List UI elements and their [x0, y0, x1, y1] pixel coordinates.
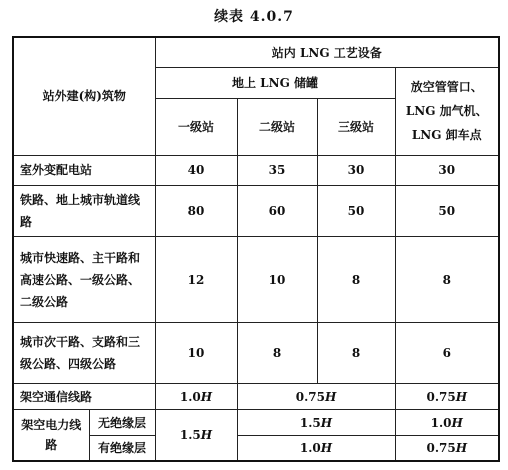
cell-number: 0.75 [426, 440, 456, 455]
subgroup-header: 地上 LNG 储罐 [155, 68, 395, 99]
cell-value: 50 [395, 186, 499, 237]
row-label: 架空电力线路 [13, 410, 89, 461]
table-row [13, 410, 499, 435]
cell-number: 1.5 [299, 415, 321, 430]
cell-value [155, 410, 237, 461]
row-header-title: 站外建(构)筑物 [13, 37, 155, 155]
sub-row-label: 有绝缘层 [89, 435, 155, 461]
cell-value: 8 [237, 322, 317, 383]
sub-row-label: 无绝缘层 [89, 410, 155, 435]
cell-value [237, 410, 395, 435]
cell-value: 8 [395, 237, 499, 323]
cell-number: 1.0 [430, 415, 452, 430]
col2-header: 二级站 [237, 98, 317, 155]
table-row [13, 186, 499, 237]
cell-value [237, 435, 395, 461]
table-row [13, 237, 499, 323]
cell-value: 80 [155, 186, 237, 237]
unit-symbol: H [451, 415, 463, 430]
group-header: 站内 LNG 工艺设备 [155, 37, 499, 68]
cell-number: 1.0 [299, 440, 321, 455]
col1-header: 一级站 [155, 98, 237, 155]
cell-value [395, 383, 499, 410]
cell-value: 40 [155, 155, 237, 186]
cell-number: 1.0 [179, 389, 201, 404]
cell-value: 10 [237, 237, 317, 323]
cell-value [155, 383, 237, 410]
table-caption: 续表 4.0.7 [214, 9, 294, 25]
row-label: 铁路、地上城市轨道线路 [13, 186, 155, 237]
cell-value [395, 435, 499, 461]
cell-value: 60 [237, 186, 317, 237]
cell-value: 6 [395, 322, 499, 383]
unit-symbol: H [320, 415, 333, 430]
cell-value: 35 [237, 155, 317, 186]
table-row [13, 322, 499, 383]
cell-value: 30 [317, 155, 395, 186]
distance-table [12, 36, 500, 462]
cell-number: 0.75 [426, 389, 456, 404]
row-label: 室外变配电站 [13, 155, 155, 186]
table-row [13, 155, 499, 186]
row-label: 城市次干路、支路和三级公路、四级公路 [13, 322, 155, 383]
cell-number: 0.75 [295, 389, 325, 404]
cell-value [237, 383, 395, 410]
table-row [13, 383, 499, 410]
cell-value: 12 [155, 237, 237, 323]
unit-symbol: H [200, 389, 213, 404]
cell-value: 30 [395, 155, 499, 186]
unit-symbol: H [320, 440, 333, 455]
cell-value: 50 [317, 186, 395, 237]
col3-header: 三级站 [317, 98, 395, 155]
unit-symbol: H [200, 428, 213, 443]
unit-symbol: H [324, 389, 337, 404]
row-label: 城市快速路、主干路和高速公路、一级公路、二级公路 [13, 237, 155, 323]
cell-value: 10 [155, 322, 237, 383]
cell-value [395, 410, 499, 435]
unit-symbol: H [455, 440, 468, 455]
row-label: 架空通信线路 [13, 383, 155, 410]
unit-symbol: H [455, 389, 468, 404]
cell-number: 1.5 [179, 428, 201, 443]
cell-value: 8 [317, 322, 395, 383]
col4-header: 放空管管口、LNG 加气机、LNG 卸车点 [395, 68, 499, 156]
cell-value: 8 [317, 237, 395, 323]
